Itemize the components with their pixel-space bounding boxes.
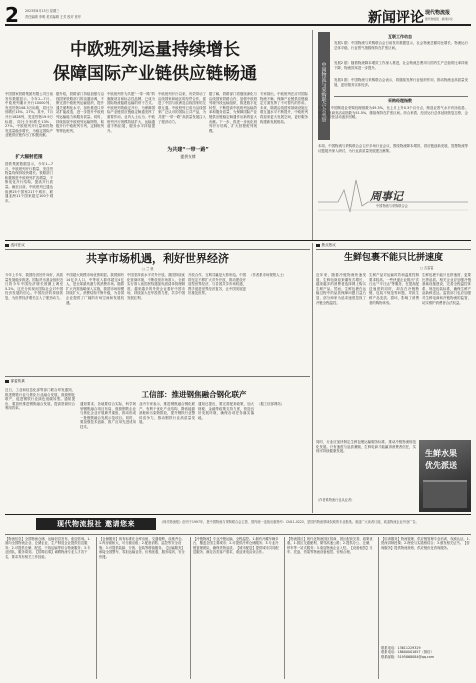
mid-right-text-d: 同时，行业应加快制定生鲜包裹运输服务标准，推动冷链物流规范化发展。只有速度与品质兼顾，生鲜电商才能赢得消费者信任，实现可持续健康发展。 — [316, 440, 416, 454]
masthead — [5, 4, 471, 30]
lower-text-a: 近日，工业和信息化部等部门联合印发通知，推进钢铁行业与焦化行业融合发展，鼓励钢化联产，促进钢铁行业绿色低碳转型。通知提出，要加快推进钢焦融合发展，提高资源综合利用效率。 — [5, 388, 75, 411]
photo-sign-line1: 生鲜水果 — [425, 449, 457, 458]
lower-top-rule — [5, 376, 310, 377]
classified-divider-4 — [378, 537, 379, 679]
weekly-title: 周事记 — [370, 190, 403, 203]
section-marker-icon — [316, 244, 320, 248]
mid-right-label — [316, 243, 336, 248]
paper-name: 现代物流报 — [425, 10, 451, 16]
lower-title: 工信部：推进钢焦融合钢化联产 — [141, 390, 247, 399]
produce-box-shape — [423, 480, 467, 508]
lead-body-col1: 中国国家铁路集团有限公司日前发布数据显示，今年1—7月，中欧班列累计开行10000列、发送货物108.3万标箱，同比分别增长13%、27%。其中，7月开行1828列，发送货物19.9万标箱，同比分别增长13%、27%。中欧班列开行量和货物发送量稳步增长，为稳定国际产业链供应链作出了积极贡献。 — [5, 92, 53, 138]
lower-text-b: 通知要求，各地要结合实际，科学规划钢焦融合项目布局，鼓励钢铁企业与焦化企业开展兼并重组，推动形成一批钢焦融合发展示范项目。同时，要加强技术创新，推广应用先进适用技术。 — [80, 402, 136, 429]
lower-text-c: 业内专家表示，推进钢焦融合钢化联产，有利于优化产业结构，降低能源消耗和污染物排放，提升钢铁行业整体竞争力，推动钢铁行业高质量发展。 — [139, 402, 195, 425]
classified-divider-3 — [284, 537, 285, 679]
lead-body-col5: 据了解，铁路部门将继续深化与沿线国家铁路合作，加强中欧班列境外段运输组织，推进数字化转型，不断提高中欧班列运输效率和服务质量，为保障国际产业链供应链稳定畅通作出新的更大贡献。下一步，将进一步优化班列开行结构，扩大回程班列规模。 — [209, 92, 257, 133]
section-marker-icon — [5, 244, 9, 248]
lead-bottom-rule — [5, 240, 471, 241]
classified-divider-2 — [190, 537, 191, 679]
lead-body-col3: 中欧班列作为共建“一带一路”的旗舰项目和标志性品牌，已成为国际物流陆路运输的骨干方式。中欧班列的稳定开行，为保障国际产业链供应链稳定畅通发挥了重要作用。业内人士认为，中欧班列开行规模持续扩大，运输通道不断拓展，服务水平持续提升。 — [107, 92, 155, 133]
mid-right-title: 生鲜包裹不能只比拼速度 — [343, 253, 443, 263]
section-name: 新闻评论 — [368, 10, 424, 26]
mid-left-text-d: 开放合作、互利共赢是大势所趋。中国将坚定不移扩大对外开放，推动建设开放型世界经济，与各国共享市场机遇，携手促进世界经济复苏，让中国发展更好惠及世界。 — [188, 273, 246, 296]
mid-left-label-rule — [5, 249, 310, 250]
lead-body-col2: 据介绍，铁路部门持续加强与沿线国家铁路部门的沟通协调，不断完善中欧班列运输组织，提升通关便利化水平，加快推进口岸站扩能改造，进一步提升中欧班列运输能力和服务质量。同时，持续拓展中欧班列运输网络，积极开行中欧班列专列、定制班列等特色班列。 — [56, 92, 104, 133]
classified-col5: 【培训服务】物流管理、供应链管理专业培训，权威认证。1.资深讲师授课；2.理论与实践相结合；3.颁发相关证书。【咨询服务】提供物流规划、供应链优化咨询服务。 — [381, 537, 470, 550]
classifieds-intro-rule — [5, 534, 471, 535]
lower-label-text: 部委传真 — [10, 379, 25, 383]
classified-col4: 【物流园区】现代化物流园区招商，园区配套完善，政策优惠。1.园区交通便利，紧邻高速公路；2.提供办公、仓储、停车等一站式服务；3.欢迎物流企业入驻。【设备租赁】叉车、托盘、货架等物流设备租赁，价格合理。 — [287, 537, 373, 555]
contact-phone-1[interactable]: 13611229329 — [397, 646, 421, 650]
lead-body-col4: 中欧班列开行以来，有效带动了沿线国家和地区的经贸合作，促进了中国与欧洲及沿线国家的互联互通。中欧班列已成为沿线国家广泛认可的国际公共产品，为共建“一带一路”高质量发展注入了强劲动力。 — [158, 92, 206, 124]
mid-left-text-a: 今年上半年，我国经济回升向好，高质量发展稳步推进。国际货币基金组织近日将今年中国经济增长预期上调至5.2%，这充分体现出国际社会对中国经济发展的信心。中国经济的持续恢复，为世界经济增长注入了强劲动力。 — [5, 273, 63, 300]
mid-divider — [312, 243, 313, 513]
sidebar-rule — [334, 96, 468, 97]
classifieds-top-rule — [5, 514, 471, 515]
lower-text-e: （据工信部网站） — [257, 402, 285, 406]
sidebar-label-text: 中国物流与采购联合会观察 — [320, 62, 327, 122]
classified-col1: 【物流信息】全国物流仓储、运输信息发布，欢迎咨询。1.面向全国物流企业、仓储企业、生产制造企业提供信息服务；2.可提供仓储、配送、干线运输等综合物流服务；3.专业团队，服务周到。【招聘启事】诚聘物流专业人才若干名，要求具有相关工作经验。 — [5, 537, 91, 559]
classifieds-intro: 《现代物流报》创刊于1997年，是中国物流与采购联合会主管、国内统一连续出版物号：CN11-0222，是国内物流领域权威的专业报纸。欢迎广大读者订阅，欢迎物流企业刊登广告。 — [160, 520, 419, 524]
photo-sign-line2: 优先派送 — [425, 461, 457, 470]
section-marker-icon — [5, 380, 9, 384]
lead-title-line1: 中欧班列运量持续增长 — [70, 40, 240, 60]
mid-left-author: □ 兰 晨 — [142, 267, 154, 271]
paper-sub: 现代物流报 · 新闻评论 — [425, 17, 453, 21]
mid-left-title: 共享市场机遇，利好世界经济 — [86, 252, 229, 265]
contact-row-3 — [381, 655, 473, 659]
classifieds-banner-text: 现代物流报社 邀请您来 — [57, 520, 135, 528]
classified-col2: 【仓储服务】现有标准化仓库出租，交通便利，设施齐全。1.库房面积大，可分割出租；2.配备消防、监控等安全设施；3.可提供装卸、分拣、包装等增值服务。【运输服务】承接全国整车、零担运输业务，价格优惠，服务周到，安全快捷。 — [99, 537, 185, 559]
sidebar-col-title: 互联工作动态 — [388, 34, 412, 39]
mid-left-text-e: （作者系市场观察人士） — [249, 273, 287, 277]
mid-right-label-rule — [316, 249, 471, 250]
contact-label-1: 联系电话： — [381, 646, 398, 650]
lead-body-col1b: 国铁集团数据显示，今年1—7月，中欧班列开行数量、发送货物量均保持较快增长。铁路部门积极推进中欧班列扩容增量，不断优化开行结构，提高开行质量。截至目前，中欧班列已通达欧洲25个国家217个城市，联通亚洲11个国家超过100个城市。 — [5, 162, 53, 203]
sidebar-text1: 发展1 据：中国物流与采购联合会日前发布数据显示，社会物流总额同比增长，物流运行总体平稳，行业景气指数保持在扩张区间。 — [334, 41, 468, 50]
contact-label-3: 联系邮箱： — [381, 654, 398, 659]
contact-phone-2[interactable]: 18600001657（微信） — [397, 650, 434, 655]
fresh-produce-photo — [419, 440, 471, 512]
sidebar-text4: 7月份，中国制造业采购经理指数为49.3%，比上月上升0.3个百分点，制造业景气水平有所改善。非制造业商务活动指数为51.5%，继续保持在扩张区间。综合来看，经济运行总体延续恢复态势，企业生产经营活动逐步回暖。 — [318, 106, 468, 120]
mid-right-author: □ 吉雷雷 — [420, 266, 434, 270]
page-number: 2 — [5, 3, 19, 27]
mid-right-text-c: 生鲜包裹不能只比拼速度，更要比拼品质。相关企业应加强冷链基础设施建设，完善全程温控体系，规范包装标准，确保生鲜产品新鲜送达。监管部门也应加强对生鲜电商和冷链物流的监管，切实维护消费者合法权益。 — [422, 273, 471, 305]
mid-right-text-e: （作者系物流行业从业者） — [316, 498, 355, 502]
mid-left-label-text: 浅评在议 — [10, 243, 25, 247]
classified-col3: 【冷链物流】专业冷链运输，全程温控。1.拥有冷藏车辆多台，覆盖全国主要城市；2.可提供冷库仓储服务；3.专业冷链管理团队，确保货物品质。【城市配送】提供城市共同配送服务，满足各类客户需求，欢迎来电洽谈合作。 — [193, 537, 279, 555]
contact-label-2: 联系电话： — [381, 650, 398, 655]
masthead-rule — [5, 24, 471, 26]
classified-contact — [381, 646, 473, 680]
lead-subhead-left: 扩大辐射范围 — [15, 155, 43, 160]
date-line: 2023年8月13日 星期三 — [25, 9, 60, 13]
classifieds-banner — [36, 518, 156, 530]
mid-left-text-c: 中国坚持高水平对外开放。我国持续优化营商环境，不断放宽市场准入，全面实行准入前国民待遇加负面清单管理制度。越来越多的外资企业看好中国市场，持续加大在华投资力度，共享中国发展红利。 — [127, 273, 185, 300]
mid-right-label-text: 焦点热议 — [321, 243, 336, 247]
contact-email[interactable]: 5195868084@qq.com — [397, 654, 435, 659]
editor-line: 责任编辑 李明 美术编辑 王芳 校对 张华 — [25, 15, 82, 19]
weekly-sub: 中国物流与采购联合会 — [376, 204, 408, 208]
weekly-banner — [318, 140, 468, 235]
sidebar-text2: 发展2 据：随着物流降本增效工作深入推进，社会物流总费用与国内生产总值的比率持续下降，物流效率进一步提升。 — [334, 61, 468, 70]
lower-text-d: 通知还提出，要完善配套政策，加大财税、金融等政策支持力度，营造良好发展环境，确保各项任务落实落地。 — [198, 402, 254, 420]
lead-subhead-right-1: 为共建“一带一路” — [167, 147, 209, 153]
mid-right-text-b: 生鲜产品对运输时效和温度控制要求较高。一些快递企业推出“次日达”“半日达”等服务，在提高配送速度的同时，却存在冷链断链、包装不规范等问题，导致生鲜产品变质、损坏，影响了消费者的购物体验。 — [369, 273, 419, 305]
sidebar-col2-title: 采购经理指数 — [388, 98, 412, 103]
mid-left-label — [5, 243, 25, 248]
lower-label — [5, 379, 25, 384]
mid-right-text-a: 近年来，随着冷链物流快速发展，生鲜电商迎来爆发式增长，越来越多的消费者选择网上购买生鲜产品。然而，生鲜包裹在运输过程中的品质保障问题日益凸显，部分商家为追求速度忽视了冷链全程温控。 — [316, 273, 366, 305]
sidebar-text5: 本周，中国物流与采购联合会召开多场行业会议，围绕物流降本增效、供应链创新发展、智慧物流等议题展开深入研讨，为行业高质量发展建言献策。 — [318, 144, 468, 153]
sidebar-text3: 发展3 据：中国物流与采购联合会表示，将继续发挥行业组织作用，推动物流业高质量发展，更好服务实体经济。 — [334, 78, 468, 87]
classified-divider-1 — [96, 537, 97, 679]
lead-title-line2: 保障国际产业链供应链畅通 — [53, 64, 257, 84]
lead-divider — [312, 30, 313, 240]
lead-subhead-right-2: 提供支撑 — [180, 154, 196, 159]
lead-body-col6: 专家指出，中欧班列在应对国际物流不畅、保障产业链供应链稳定方面发挥了不可替代的作用。未来，随着沿线国家基础设施互联互通水平不断提升，中欧班列将迎来更大发展空间，更好服务构建新发展格局。 — [260, 92, 308, 124]
mid-left-text-b: 中国超大规模市场优势明显。我国拥有14亿多人口，中等收入群体超过4亿人，是全球最具潜力的消费市场。随着扩大内需战略深入实施，我国市场规模持续扩大，消费结构不断升级，为各国企业提供了广阔的市场空间和发展机遇。 — [66, 273, 124, 305]
